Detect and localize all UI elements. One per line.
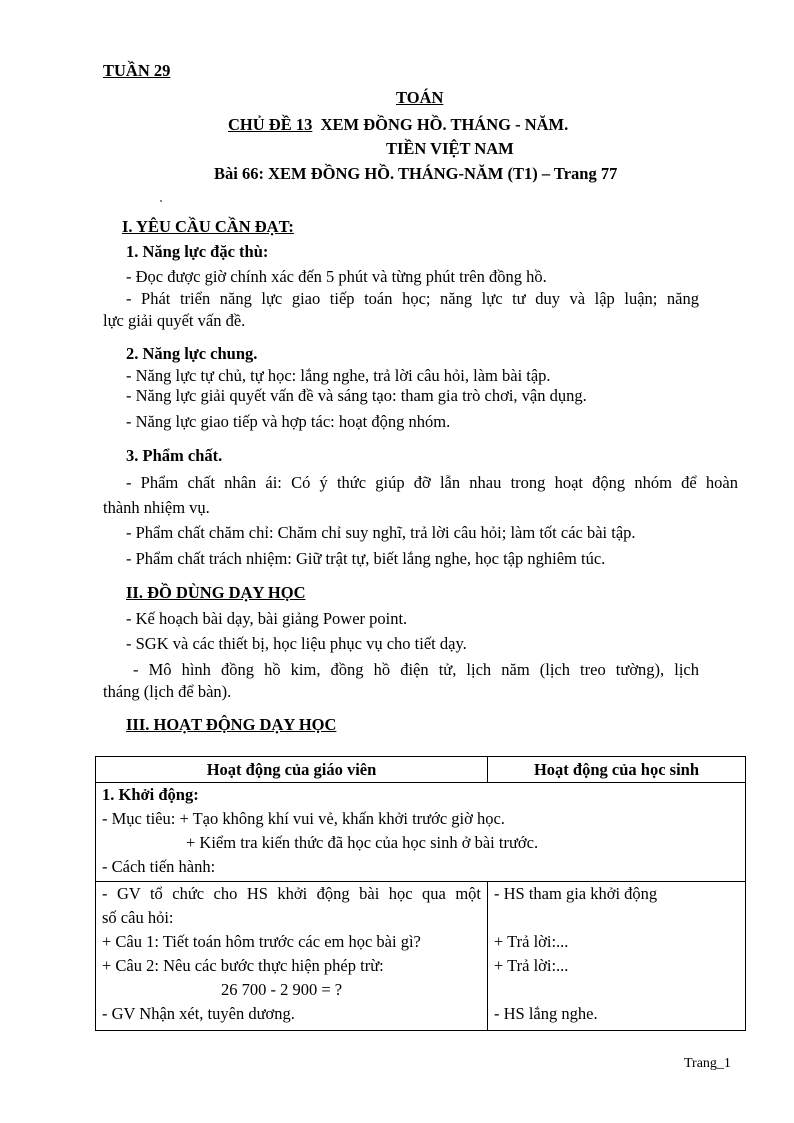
teacher-line: số câu hỏi: bbox=[102, 908, 174, 927]
section1-sub1-line: lực giải quyết vấn đề. bbox=[103, 311, 246, 330]
section2-line: - Kế hoạch bài dạy, bài giảng Power point. bbox=[126, 609, 408, 628]
student-column-header: Hoạt động của học sinh bbox=[488, 757, 746, 783]
section1-sub3-line: - Phẩm chất nhân ái: Có ý thức giúp đỡ lẫn nhau trong hoạt động nhóm để hoàn bbox=[126, 473, 738, 492]
teacher-cell bbox=[96, 882, 488, 1031]
section1-title: I. YÊU CẦU CẦN ĐẠT: bbox=[122, 217, 294, 236]
startup-cell bbox=[96, 783, 746, 882]
topic-line2: TIỀN VIỆT NAM bbox=[386, 139, 514, 158]
section2-line: tháng (lịch để bàn). bbox=[103, 682, 232, 701]
startup-line: - Mục tiêu: + Tạo không khí vui vẻ, khấn khởi trước giờ học. bbox=[102, 809, 505, 828]
section1-sub1-line: - Đọc được giờ chính xác đến 5 phút và từng phút trên đồng hồ. bbox=[126, 267, 547, 286]
student-line bbox=[494, 978, 739, 1002]
teacher-line: - GV tổ chức cho HS khởi động bài học qua một bbox=[102, 884, 481, 903]
section2-title: II. ĐỒ DÙNG DẠY HỌC bbox=[126, 583, 306, 602]
subject-title: TOÁN bbox=[396, 88, 444, 107]
student-line: - HS tham gia khởi động bbox=[494, 884, 658, 903]
section1-sub3-line: - Phẩm chất trách nhiệm: Giữ trật tự, biết lắng nghe, học tập nghiêm túc. bbox=[126, 549, 606, 568]
teacher-line: 26 700 - 2 900 = ? bbox=[221, 980, 343, 999]
section1-sub2-title: 2. Năng lực chung. bbox=[126, 344, 258, 363]
section1-sub2-line: - Năng lực giải quyết vấn đề và sáng tạo: tham gia trò chơi, vận dụng. bbox=[126, 386, 587, 405]
student-line bbox=[494, 906, 739, 930]
startup-line: - Cách tiến hành: bbox=[102, 857, 216, 876]
startup-line: + Kiểm tra kiến thức đã học của học sinh ở bài trước. bbox=[186, 833, 539, 852]
section2-line: - Mô hình đồng hồ kim, đồng hồ điện tử, lịch năm (lịch treo tường), lịch bbox=[133, 660, 699, 679]
teacher-column-header: Hoạt động của giáo viên bbox=[96, 757, 488, 783]
startup-row bbox=[96, 783, 746, 882]
section1-sub1-line: - Phát triển năng lực giao tiếp toán học; năng lực tư duy và lập luận; năng bbox=[126, 289, 699, 308]
lesson-title: Bài 66: XEM ĐỒNG HỒ. THÁNG-NĂM (T1) – Trang 77 bbox=[214, 164, 618, 183]
startup-title: 1. Khởi động: bbox=[102, 785, 199, 804]
teacher-line: + Câu 2: Nêu các bước thực hiện phép trừ: bbox=[102, 956, 384, 975]
section2-line: - SGK và các thiết bị, học liệu phục vụ cho tiết dạy. bbox=[126, 634, 467, 653]
section1-sub1-title: 1. Năng lực đặc thù: bbox=[126, 242, 269, 261]
section1-sub2-line: - Năng lực giao tiếp và hợp tác: hoạt động nhóm. bbox=[126, 412, 451, 431]
student-line: + Trả lời:... bbox=[494, 932, 569, 951]
student-line: + Trả lời:... bbox=[494, 956, 569, 975]
section1-sub3-line: - Phẩm chất chăm chỉ: Chăm chỉ suy nghĩ, trả lời câu hỏi; làm tốt các bài tập. bbox=[126, 523, 636, 542]
section3-title: III. HOẠT ĐỘNG DẠY HỌC bbox=[126, 715, 337, 734]
stray-dot bbox=[160, 200, 162, 202]
topic-code: CHỦ ĐỀ 13 bbox=[228, 115, 313, 134]
section1-sub3-title: 3. Phẩm chất. bbox=[126, 446, 223, 465]
topic-heading bbox=[228, 115, 568, 135]
activity-table bbox=[95, 756, 746, 1031]
student-line: - HS lắng nghe. bbox=[494, 1004, 598, 1023]
table-header-row bbox=[96, 757, 746, 783]
week-label: TUẦN 29 bbox=[103, 61, 171, 80]
page-number: Trang_1 bbox=[684, 1056, 731, 1071]
section1-sub2-line: - Năng lực tự chủ, tự học: lắng nghe, trả lời câu hỏi, làm bài tập. bbox=[126, 366, 551, 385]
student-cell bbox=[488, 882, 746, 1031]
section1-sub3-line: thành nhiệm vụ. bbox=[103, 498, 210, 517]
table-row bbox=[96, 882, 746, 1031]
topic-name: XEM ĐỒNG HỒ. THÁNG - NĂM. bbox=[320, 115, 569, 134]
teacher-line: - GV Nhận xét, tuyên dương. bbox=[102, 1004, 295, 1023]
teacher-line: + Câu 1: Tiết toán hôm trước các em học bài gì? bbox=[102, 932, 421, 951]
